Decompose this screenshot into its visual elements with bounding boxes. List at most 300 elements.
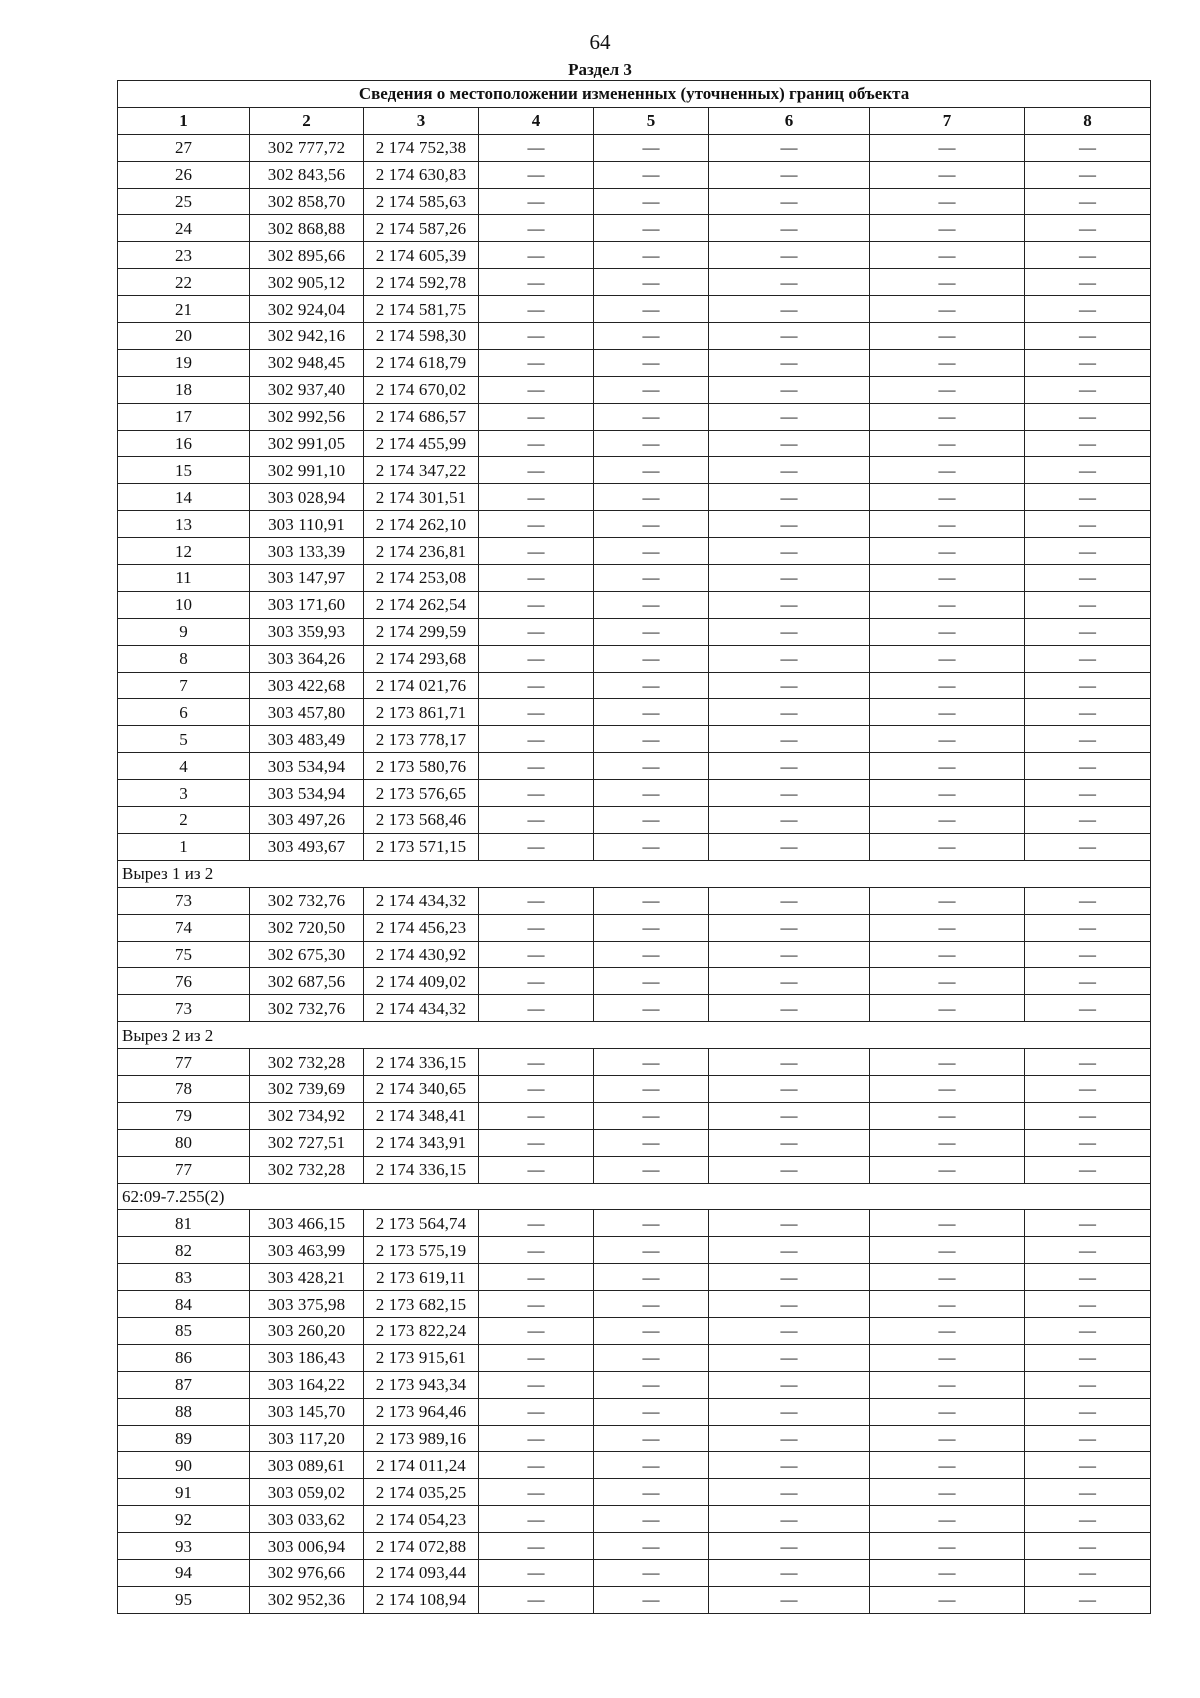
table-row <box>118 833 1151 860</box>
point-number: 74 <box>118 914 250 941</box>
empty-value-dash: — <box>870 1398 1025 1425</box>
empty-value-dash: — <box>594 1102 709 1129</box>
y-coordinate: 2 174 587,26 <box>364 215 479 242</box>
point-number: 79 <box>118 1102 250 1129</box>
empty-value-dash: — <box>1025 376 1151 403</box>
empty-value-dash: — <box>870 1291 1025 1318</box>
table-row <box>118 430 1151 457</box>
point-number: 13 <box>118 511 250 538</box>
column-number: 3 <box>364 107 479 134</box>
x-coordinate: 303 493,67 <box>250 833 364 860</box>
empty-value-dash: — <box>479 134 594 161</box>
empty-value-dash: — <box>594 457 709 484</box>
empty-value-dash: — <box>1025 188 1151 215</box>
empty-value-dash: — <box>479 1049 594 1076</box>
table-row <box>118 1156 1151 1183</box>
empty-value-dash: — <box>479 1156 594 1183</box>
empty-value-dash: — <box>594 323 709 350</box>
empty-value-dash: — <box>1025 1129 1151 1156</box>
empty-value-dash: — <box>594 887 709 914</box>
x-coordinate: 302 991,10 <box>250 457 364 484</box>
y-coordinate: 2 174 430,92 <box>364 941 479 968</box>
empty-value-dash: — <box>870 376 1025 403</box>
table-row <box>118 726 1151 753</box>
x-coordinate: 303 164,22 <box>250 1371 364 1398</box>
x-coordinate: 302 868,88 <box>250 215 364 242</box>
table-caption: Сведения о местоположении измененных (уточненных) границ объекта <box>118 81 1151 108</box>
empty-value-dash: — <box>870 914 1025 941</box>
empty-value-dash: — <box>479 968 594 995</box>
y-coordinate: 2 174 752,38 <box>364 134 479 161</box>
empty-value-dash: — <box>870 1264 1025 1291</box>
empty-value-dash: — <box>1025 1506 1151 1533</box>
column-number: 8 <box>1025 107 1151 134</box>
empty-value-dash: — <box>479 161 594 188</box>
column-number: 4 <box>479 107 594 134</box>
empty-value-dash: — <box>709 1237 870 1264</box>
empty-value-dash: — <box>479 323 594 350</box>
empty-value-dash: — <box>709 1344 870 1371</box>
empty-value-dash: — <box>479 538 594 565</box>
empty-value-dash: — <box>594 672 709 699</box>
y-coordinate: 2 173 964,46 <box>364 1398 479 1425</box>
empty-value-dash: — <box>479 188 594 215</box>
empty-value-dash: — <box>870 511 1025 538</box>
empty-value-dash: — <box>870 457 1025 484</box>
point-number: 17 <box>118 403 250 430</box>
empty-value-dash: — <box>479 1506 594 1533</box>
empty-value-dash: — <box>1025 1237 1151 1264</box>
y-coordinate: 2 174 253,08 <box>364 565 479 592</box>
column-number: 6 <box>709 107 870 134</box>
empty-value-dash: — <box>1025 833 1151 860</box>
y-coordinate: 2 173 571,15 <box>364 833 479 860</box>
table-row <box>118 995 1151 1022</box>
empty-value-dash: — <box>594 1210 709 1237</box>
table-row <box>118 565 1151 592</box>
y-coordinate: 2 174 605,39 <box>364 242 479 269</box>
empty-value-dash: — <box>709 161 870 188</box>
empty-value-dash: — <box>479 1075 594 1102</box>
empty-value-dash: — <box>1025 618 1151 645</box>
y-coordinate: 2 174 434,32 <box>364 995 479 1022</box>
table-row <box>118 484 1151 511</box>
table-row <box>118 1049 1151 1076</box>
table-row <box>118 188 1151 215</box>
x-coordinate: 303 428,21 <box>250 1264 364 1291</box>
empty-value-dash: — <box>709 1075 870 1102</box>
empty-value-dash: — <box>1025 565 1151 592</box>
empty-value-dash: — <box>594 726 709 753</box>
empty-value-dash: — <box>709 618 870 645</box>
y-coordinate: 2 174 409,02 <box>364 968 479 995</box>
empty-value-dash: — <box>870 403 1025 430</box>
empty-value-dash: — <box>1025 484 1151 511</box>
x-coordinate: 302 732,28 <box>250 1156 364 1183</box>
point-number: 15 <box>118 457 250 484</box>
empty-value-dash: — <box>709 591 870 618</box>
point-number: 82 <box>118 1237 250 1264</box>
empty-value-dash: — <box>479 833 594 860</box>
empty-value-dash: — <box>709 349 870 376</box>
empty-value-dash: — <box>1025 511 1151 538</box>
empty-value-dash: — <box>479 376 594 403</box>
empty-value-dash: — <box>870 1533 1025 1560</box>
empty-value-dash: — <box>479 1129 594 1156</box>
empty-value-dash: — <box>1025 269 1151 296</box>
empty-value-dash: — <box>479 914 594 941</box>
empty-value-dash: — <box>479 591 594 618</box>
empty-value-dash: — <box>870 968 1025 995</box>
empty-value-dash: — <box>1025 403 1151 430</box>
point-number: 73 <box>118 887 250 914</box>
empty-value-dash: — <box>479 1371 594 1398</box>
empty-value-dash: — <box>594 269 709 296</box>
group-label-row <box>118 860 1151 887</box>
empty-value-dash: — <box>1025 1264 1151 1291</box>
empty-value-dash: — <box>1025 134 1151 161</box>
table-row <box>118 1317 1151 1344</box>
empty-value-dash: — <box>870 269 1025 296</box>
y-coordinate: 2 174 348,41 <box>364 1102 479 1129</box>
section-title: Раздел 3 <box>568 60 632 79</box>
empty-value-dash: — <box>594 914 709 941</box>
point-number: 21 <box>118 296 250 323</box>
empty-value-dash: — <box>709 1317 870 1344</box>
y-coordinate: 2 173 575,19 <box>364 1237 479 1264</box>
empty-value-dash: — <box>709 484 870 511</box>
table-row <box>118 618 1151 645</box>
empty-value-dash: — <box>1025 995 1151 1022</box>
empty-value-dash: — <box>709 565 870 592</box>
x-coordinate: 303 033,62 <box>250 1506 364 1533</box>
x-coordinate: 302 732,76 <box>250 887 364 914</box>
empty-value-dash: — <box>870 941 1025 968</box>
empty-value-dash: — <box>479 1291 594 1318</box>
empty-value-dash: — <box>870 699 1025 726</box>
y-coordinate: 2 173 619,11 <box>364 1264 479 1291</box>
empty-value-dash: — <box>870 1102 1025 1129</box>
empty-value-dash: — <box>594 995 709 1022</box>
empty-value-dash: — <box>479 1533 594 1560</box>
x-coordinate: 303 534,94 <box>250 753 364 780</box>
x-coordinate: 302 739,69 <box>250 1075 364 1102</box>
column-number: 5 <box>594 107 709 134</box>
x-coordinate: 303 006,94 <box>250 1533 364 1560</box>
y-coordinate: 2 173 564,74 <box>364 1210 479 1237</box>
table-row <box>118 1210 1151 1237</box>
empty-value-dash: — <box>709 753 870 780</box>
table-row <box>118 1237 1151 1264</box>
empty-value-dash: — <box>479 780 594 807</box>
x-coordinate: 302 858,70 <box>250 188 364 215</box>
point-number: 94 <box>118 1559 250 1586</box>
point-number: 16 <box>118 430 250 457</box>
empty-value-dash: — <box>1025 807 1151 834</box>
empty-value-dash: — <box>594 833 709 860</box>
empty-value-dash: — <box>1025 1344 1151 1371</box>
empty-value-dash: — <box>1025 1291 1151 1318</box>
y-coordinate: 2 174 455,99 <box>364 430 479 457</box>
empty-value-dash: — <box>594 430 709 457</box>
empty-value-dash: — <box>1025 1425 1151 1452</box>
empty-value-dash: — <box>709 1210 870 1237</box>
empty-value-dash: — <box>594 591 709 618</box>
x-coordinate: 303 483,49 <box>250 726 364 753</box>
empty-value-dash: — <box>479 1398 594 1425</box>
empty-value-dash: — <box>1025 1533 1151 1560</box>
y-coordinate: 2 173 915,61 <box>364 1344 479 1371</box>
empty-value-dash: — <box>594 1586 709 1613</box>
point-number: 22 <box>118 269 250 296</box>
empty-value-dash: — <box>594 780 709 807</box>
x-coordinate: 302 843,56 <box>250 161 364 188</box>
empty-value-dash: — <box>709 403 870 430</box>
y-coordinate: 2 174 108,94 <box>364 1586 479 1613</box>
empty-value-dash: — <box>594 1506 709 1533</box>
y-coordinate: 2 174 581,75 <box>364 296 479 323</box>
empty-value-dash: — <box>479 1425 594 1452</box>
empty-value-dash: — <box>594 161 709 188</box>
empty-value-dash: — <box>709 833 870 860</box>
y-coordinate: 2 174 336,15 <box>364 1156 479 1183</box>
empty-value-dash: — <box>709 1479 870 1506</box>
empty-value-dash: — <box>1025 1156 1151 1183</box>
x-coordinate: 303 364,26 <box>250 645 364 672</box>
y-coordinate: 2 174 347,22 <box>364 457 479 484</box>
empty-value-dash: — <box>479 1210 594 1237</box>
y-coordinate: 2 174 456,23 <box>364 914 479 941</box>
empty-value-dash: — <box>709 296 870 323</box>
empty-value-dash: — <box>1025 726 1151 753</box>
point-number: 8 <box>118 645 250 672</box>
empty-value-dash: — <box>709 1049 870 1076</box>
point-number: 19 <box>118 349 250 376</box>
table-row <box>118 296 1151 323</box>
point-number: 84 <box>118 1291 250 1318</box>
x-coordinate: 302 895,66 <box>250 242 364 269</box>
empty-value-dash: — <box>870 995 1025 1022</box>
empty-value-dash: — <box>479 1344 594 1371</box>
empty-value-dash: — <box>1025 538 1151 565</box>
empty-value-dash: — <box>479 430 594 457</box>
empty-value-dash: — <box>594 403 709 430</box>
x-coordinate: 303 117,20 <box>250 1425 364 1452</box>
point-number: 77 <box>118 1049 250 1076</box>
empty-value-dash: — <box>1025 1049 1151 1076</box>
column-number: 1 <box>118 107 250 134</box>
boundary-coordinates-table <box>117 80 1151 1614</box>
group-label: Вырез 1 из 2 <box>118 860 1151 887</box>
x-coordinate: 302 937,40 <box>250 376 364 403</box>
empty-value-dash: — <box>870 1425 1025 1452</box>
empty-value-dash: — <box>870 1479 1025 1506</box>
empty-value-dash: — <box>479 941 594 968</box>
point-number: 11 <box>118 565 250 592</box>
table-body <box>118 134 1151 1613</box>
empty-value-dash: — <box>870 1156 1025 1183</box>
empty-value-dash: — <box>709 968 870 995</box>
empty-value-dash: — <box>870 565 1025 592</box>
empty-value-dash: — <box>479 699 594 726</box>
empty-value-dash: — <box>870 1344 1025 1371</box>
empty-value-dash: — <box>594 1129 709 1156</box>
x-coordinate: 303 457,80 <box>250 699 364 726</box>
empty-value-dash: — <box>709 941 870 968</box>
empty-value-dash: — <box>479 995 594 1022</box>
point-number: 91 <box>118 1479 250 1506</box>
y-coordinate: 2 174 585,63 <box>364 188 479 215</box>
column-number: 7 <box>870 107 1025 134</box>
point-number: 27 <box>118 134 250 161</box>
table-row <box>118 699 1151 726</box>
group-label: 62:09-7.255(2) <box>118 1183 1151 1210</box>
table-row <box>118 1533 1151 1560</box>
table-row <box>118 1129 1151 1156</box>
y-coordinate: 2 174 670,02 <box>364 376 479 403</box>
empty-value-dash: — <box>870 188 1025 215</box>
x-coordinate: 303 110,91 <box>250 511 364 538</box>
empty-value-dash: — <box>709 726 870 753</box>
y-coordinate: 2 173 943,34 <box>364 1371 479 1398</box>
point-number: 9 <box>118 618 250 645</box>
empty-value-dash: — <box>709 457 870 484</box>
x-coordinate: 303 466,15 <box>250 1210 364 1237</box>
y-coordinate: 2 174 262,54 <box>364 591 479 618</box>
x-coordinate: 302 905,12 <box>250 269 364 296</box>
empty-value-dash: — <box>1025 430 1151 457</box>
empty-value-dash: — <box>870 1559 1025 1586</box>
table-row <box>118 403 1151 430</box>
y-coordinate: 2 173 682,15 <box>364 1291 479 1318</box>
empty-value-dash: — <box>594 376 709 403</box>
table-row <box>118 1398 1151 1425</box>
table-row <box>118 1559 1151 1586</box>
empty-value-dash: — <box>479 807 594 834</box>
table-row <box>118 591 1151 618</box>
empty-value-dash: — <box>709 995 870 1022</box>
y-coordinate: 2 174 686,57 <box>364 403 479 430</box>
x-coordinate: 303 422,68 <box>250 672 364 699</box>
empty-value-dash: — <box>479 672 594 699</box>
x-coordinate: 302 948,45 <box>250 349 364 376</box>
table-row <box>118 807 1151 834</box>
point-number: 83 <box>118 1264 250 1291</box>
table-row <box>118 672 1151 699</box>
empty-value-dash: — <box>594 645 709 672</box>
empty-value-dash: — <box>479 645 594 672</box>
x-coordinate: 302 720,50 <box>250 914 364 941</box>
empty-value-dash: — <box>709 780 870 807</box>
empty-value-dash: — <box>709 1533 870 1560</box>
empty-value-dash: — <box>870 887 1025 914</box>
empty-value-dash: — <box>870 161 1025 188</box>
empty-value-dash: — <box>870 591 1025 618</box>
empty-value-dash: — <box>594 188 709 215</box>
empty-value-dash: — <box>1025 457 1151 484</box>
y-coordinate: 2 174 011,24 <box>364 1452 479 1479</box>
point-number: 18 <box>118 376 250 403</box>
y-coordinate: 2 174 035,25 <box>364 1479 479 1506</box>
x-coordinate: 302 976,66 <box>250 1559 364 1586</box>
y-coordinate: 2 174 340,65 <box>364 1075 479 1102</box>
table-row <box>118 1264 1151 1291</box>
x-coordinate: 302 732,28 <box>250 1049 364 1076</box>
empty-value-dash: — <box>1025 349 1151 376</box>
y-coordinate: 2 174 343,91 <box>364 1129 479 1156</box>
point-number: 14 <box>118 484 250 511</box>
empty-value-dash: — <box>1025 672 1151 699</box>
y-coordinate: 2 174 592,78 <box>364 269 479 296</box>
empty-value-dash: — <box>870 1371 1025 1398</box>
group-label-row <box>118 1183 1151 1210</box>
point-number: 86 <box>118 1344 250 1371</box>
y-coordinate: 2 174 293,68 <box>364 645 479 672</box>
empty-value-dash: — <box>1025 753 1151 780</box>
empty-value-dash: — <box>870 780 1025 807</box>
empty-value-dash: — <box>870 296 1025 323</box>
empty-value-dash: — <box>1025 1075 1151 1102</box>
empty-value-dash: — <box>1025 968 1151 995</box>
table-row <box>118 1425 1151 1452</box>
table-row <box>118 376 1151 403</box>
x-coordinate: 303 375,98 <box>250 1291 364 1318</box>
x-coordinate: 303 260,20 <box>250 1317 364 1344</box>
empty-value-dash: — <box>870 349 1025 376</box>
empty-value-dash: — <box>709 1102 870 1129</box>
empty-value-dash: — <box>594 565 709 592</box>
empty-value-dash: — <box>479 296 594 323</box>
empty-value-dash: — <box>1025 161 1151 188</box>
empty-value-dash: — <box>594 484 709 511</box>
table-row <box>118 161 1151 188</box>
empty-value-dash: — <box>709 1559 870 1586</box>
empty-value-dash: — <box>594 134 709 161</box>
empty-value-dash: — <box>709 672 870 699</box>
table-caption-row <box>118 81 1151 108</box>
table-row <box>118 753 1151 780</box>
empty-value-dash: — <box>479 269 594 296</box>
empty-value-dash: — <box>709 1398 870 1425</box>
x-coordinate: 303 028,94 <box>250 484 364 511</box>
empty-value-dash: — <box>870 753 1025 780</box>
empty-value-dash: — <box>594 538 709 565</box>
x-coordinate: 303 534,94 <box>250 780 364 807</box>
empty-value-dash: — <box>1025 1559 1151 1586</box>
empty-value-dash: — <box>479 726 594 753</box>
empty-value-dash: — <box>870 807 1025 834</box>
table-row <box>118 1371 1151 1398</box>
point-number: 26 <box>118 161 250 188</box>
empty-value-dash: — <box>479 215 594 242</box>
point-number: 25 <box>118 188 250 215</box>
empty-value-dash: — <box>870 1049 1025 1076</box>
point-number: 24 <box>118 215 250 242</box>
empty-value-dash: — <box>709 134 870 161</box>
x-coordinate: 303 463,99 <box>250 1237 364 1264</box>
empty-value-dash: — <box>709 269 870 296</box>
empty-value-dash: — <box>479 1559 594 1586</box>
empty-value-dash: — <box>594 1291 709 1318</box>
empty-value-dash: — <box>870 484 1025 511</box>
empty-value-dash: — <box>870 618 1025 645</box>
empty-value-dash: — <box>594 1317 709 1344</box>
table-row <box>118 780 1151 807</box>
empty-value-dash: — <box>479 403 594 430</box>
y-coordinate: 2 173 778,17 <box>364 726 479 753</box>
empty-value-dash: — <box>594 699 709 726</box>
empty-value-dash: — <box>1025 1452 1151 1479</box>
